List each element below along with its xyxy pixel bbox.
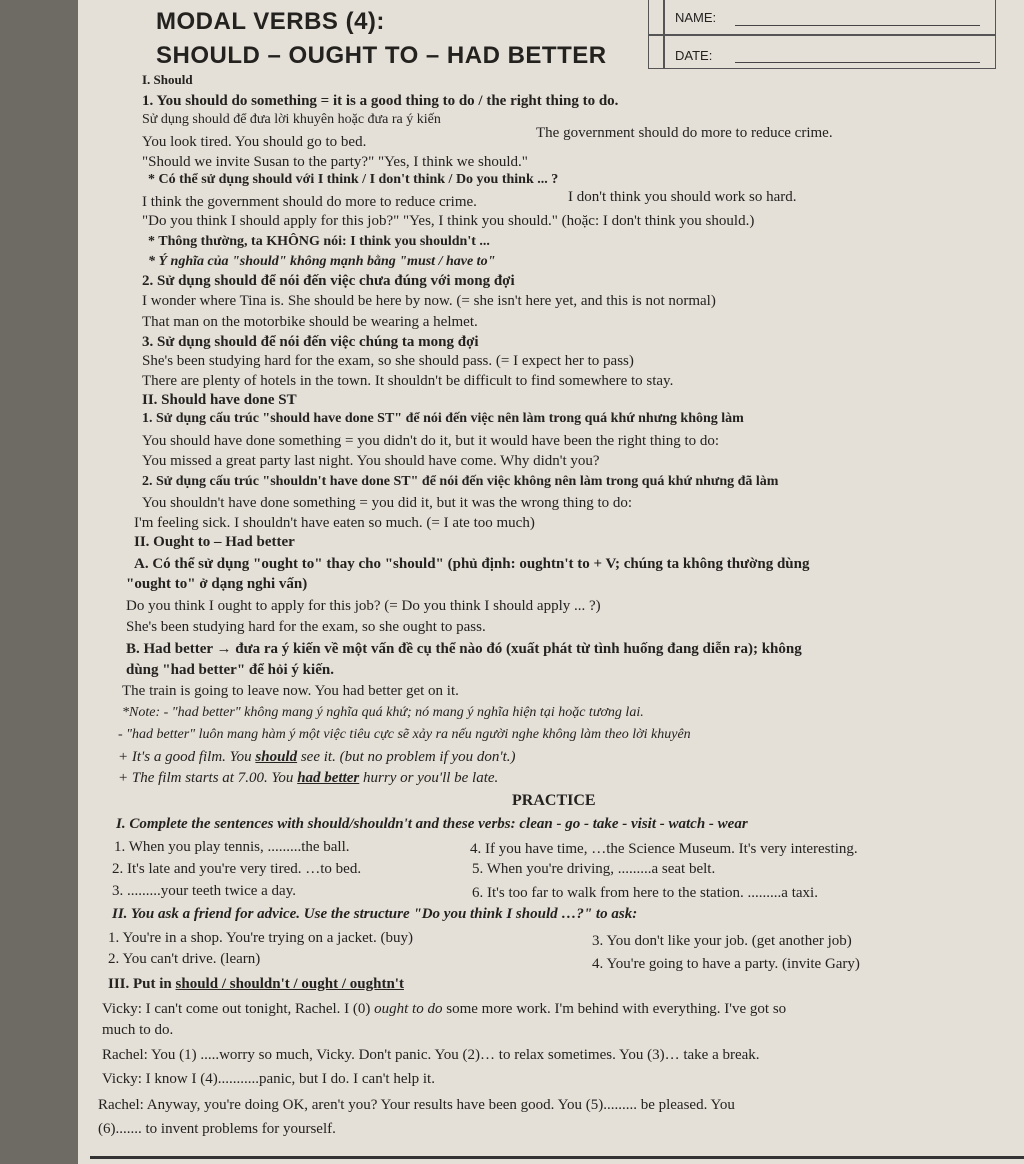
- exercise-item[interactable]: 3. .........your teeth twice a day.: [112, 883, 296, 899]
- bottom-rule: [90, 1156, 1024, 1159]
- example-answer: ought to do: [374, 1001, 443, 1017]
- example-text: You look tired. You should go to bed.: [142, 134, 367, 150]
- example-text: She's been studying hard for the exam, so she should pass. (= I expect her to pass): [142, 353, 634, 369]
- exercise-item[interactable]: 4. If you have time, …the Science Museum. It's very interesting.: [470, 841, 858, 857]
- rule-text: A. Có thể sử dụng "ought to" thay cho "should" (phủ định: oughtn't to + V; chúng ta không thường dùng: [134, 556, 810, 572]
- worksheet-title-line2: SHOULD – OUGHT TO – HAD BETTER: [156, 42, 607, 69]
- exercise-item[interactable]: 2. It's late and you're very tired. …to bed.: [112, 861, 362, 877]
- rule-text: "ought to" ở dạng nghi vấn): [126, 576, 308, 592]
- example-text: I wonder where Tina is. She should be here by now. (= she isn't here yet, and this is not normal): [142, 293, 716, 309]
- example-text: You shouldn't have done something = you did it, but it was the wrong thing to do:: [142, 495, 633, 511]
- rule-text: * Có thể sử dụng should với I think / I don't think / Do you think ... ?: [148, 172, 559, 187]
- example-text: I think the government should do more to reduce crime.: [142, 194, 477, 210]
- example-text: She's been studying hard for the exam, so she ought to pass.: [126, 619, 486, 635]
- dialogue-line[interactable]: Vicky: I know I (4)...........panic, but I do. I can't help it.: [102, 1071, 435, 1087]
- dialogue-line[interactable]: Rachel: Anyway, you're doing OK, aren't you? Your results have been good. You (5)......... be pleased. You: [98, 1097, 735, 1113]
- section-heading: I. Should: [142, 72, 193, 87]
- name-label: NAME:: [675, 10, 717, 25]
- exercise-item[interactable]: 1. You're in a shop. You're trying on a jacket. (buy): [108, 930, 413, 946]
- name-field-line[interactable]: [735, 25, 980, 26]
- worksheet-page: [78, 0, 1024, 1164]
- rule-text: * Ý nghĩa của "should" không mạnh bằng "must / have to": [148, 254, 496, 269]
- example-text: The train is going to leave now. You had better get on it.: [122, 683, 459, 699]
- exercise-instruction: II. You ask a friend for advice. Use the structure "Do you think I should …?" to ask:: [112, 906, 638, 922]
- rule-text: B. Had better → đưa ra ý kiến về một vấn đề cụ thể nào đó (xuất phát từ tình huống đang diễn ra); không: [126, 641, 802, 657]
- box-divider-horizontal: [649, 34, 995, 36]
- rule-text: 1. You should do something = it is a good thing to do / the right thing to do.: [142, 93, 619, 109]
- exercise-item[interactable]: 5. When you're driving, .........a seat belt.: [472, 861, 716, 877]
- rule-text: * Thông thường, ta KHÔNG nói: I think you shouldn't ...: [148, 234, 490, 249]
- dialogue-line: much to do.: [102, 1022, 174, 1038]
- exercise-item[interactable]: 3. You don't like your job. (get another job): [592, 933, 852, 949]
- emphasis-should: should: [255, 749, 298, 765]
- emphasis-had-better: had better: [297, 770, 360, 786]
- example-text: You missed a great party last night. You should have come. Why didn't you?: [142, 453, 600, 469]
- example-text: That man on the motorbike should be wearing a helmet.: [142, 314, 478, 330]
- example-text: + It's a good film. You should see it. (but no problem if you don't.): [118, 749, 516, 765]
- example-text: I'm feeling sick. I shouldn't have eaten so much. (= I ate too much): [134, 515, 535, 531]
- worksheet-title-line1: MODAL VERBS (4):: [156, 8, 385, 35]
- example-text: + The film starts at 7.00. You had better hurry or you'll be late.: [118, 770, 499, 786]
- example-text: "Should we invite Susan to the party?" "Yes, I think we should.": [142, 154, 528, 170]
- exercise-item[interactable]: 1. When you play tennis, .........the ball.: [114, 839, 350, 855]
- note-text: - "had better" luôn mang hàm ý một việc tiêu cực sẽ xảy ra nếu người nghe không làm theo lời khuyên: [118, 727, 691, 742]
- rule-text: Sử dụng should để đưa lời khuyên hoặc đưa ra ý kiến: [142, 112, 441, 127]
- exercise-item[interactable]: 4. You're going to have a party. (invite Gary): [592, 956, 860, 972]
- dialogue-line[interactable]: Rachel: You (1) .....worry so much, Vicky. Don't panic. You (2)… to relax sometimes. You (3)… take a break.: [102, 1047, 760, 1063]
- note-text: *Note: - "had better" không mang ý nghĩa quá khứ; nó mang ý nghĩa hiện tại hoặc tương lai.: [122, 705, 644, 720]
- name-date-box: [648, 0, 996, 69]
- example-text: The government should do more to reduce crime.: [536, 125, 833, 141]
- example-text: "Do you think I should apply for this job?" "Yes, I think you should." (hoặc: I don't think you should.): [142, 213, 755, 229]
- example-text: Do you think I ought to apply for this job? (= Do you think I should apply ... ?): [126, 598, 601, 614]
- practice-heading: PRACTICE: [512, 792, 596, 809]
- exercise-instruction: I. Complete the sentences with should/shouldn't and these verbs: clean - go - take - visit - watch - wear: [116, 816, 748, 832]
- example-text: There are plenty of hotels in the town. It shouldn't be difficult to find somewhere to stay.: [142, 373, 674, 389]
- modal-options: should / shouldn't / ought / oughtn't: [175, 976, 404, 992]
- date-label: DATE:: [675, 48, 713, 63]
- section-heading: II. Should have done ST: [142, 392, 297, 408]
- exercise-item[interactable]: 2. You can't drive. (learn): [108, 951, 261, 967]
- example-text: You should have done something = you didn't do it, but it would have been the right thing to do:: [142, 433, 720, 449]
- rule-text: 1. Sử dụng cấu trúc "should have done ST" để nói đến việc nên làm trong quá khứ nhưng không làm: [142, 411, 744, 426]
- exercise-item[interactable]: 6. It's too far to walk from here to the station. .........a taxi.: [472, 885, 818, 901]
- rule-text: 2. Sử dụng should để nói đến việc chưa đúng với mong đợi: [142, 273, 515, 289]
- example-text: I don't think you should work so hard.: [568, 189, 797, 205]
- rule-text: dùng "had better" để hỏi ý kiến.: [126, 662, 334, 678]
- exercise-instruction: III. Put in should / shouldn't / ought / oughtn't: [108, 976, 404, 992]
- dialogue-line[interactable]: (6)....... to invent problems for yourself.: [98, 1121, 336, 1137]
- rule-text: 2. Sử dụng cấu trúc "shouldn't have done ST" để nói đến việc không nên làm trong quá khứ nhưng đã làm: [142, 474, 779, 489]
- rule-text: 3. Sử dụng should để nói đến việc chúng ta mong đợi: [142, 334, 479, 350]
- section-heading: II. Ought to – Had better: [134, 534, 295, 550]
- dialogue-line: Vicky: I can't come out tonight, Rachel. I (0) ought to do some more work. I'm behind with everything. I've got so: [102, 1001, 787, 1017]
- date-field-line[interactable]: [735, 62, 980, 63]
